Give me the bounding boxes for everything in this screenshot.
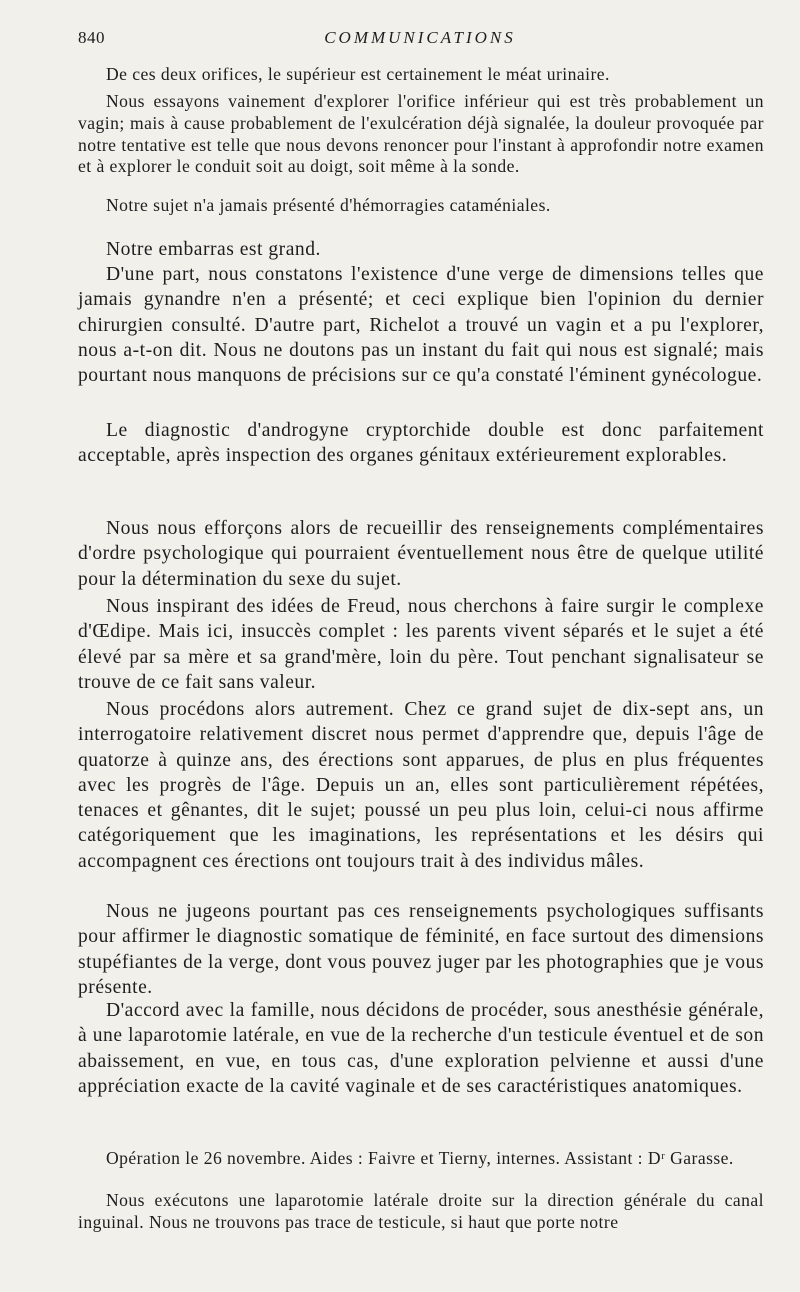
paragraph-meatus: De ces deux orifices, le supérieur est certainement le méat urinaire.	[106, 64, 610, 84]
paragraph-procedure: Nous exécutons une laparotomie latérale droite sur la direction générale du canal inguinal. Nous ne trouvons pas trace de testicule, si haut que porte notre	[78, 1190, 764, 1232]
paragraph-freud: Nous inspirant des idées de Freud, nous cherchons à faire surgir le complexe d'Œdipe. Mais ici, insuccès complet : les parents vivent séparés et le sujet a été élevé par sa mère et sa grand'mère, loin du père. Tout penchant signalisateur se trouve de ce fait sans valeur.	[78, 596, 764, 693]
paragraph-psychological: Nous nous efforçons alors de recueillir des renseignements complémentaires d'ordre psychologique qui pourraient éventuellement nous être de quelque utilité pour la détermination du sexe du sujet.	[78, 518, 764, 590]
paragraph-vaginal-exploration: Nous essayons vainement d'explorer l'orifice inférieur qui est très probablement un vagin; mais à cause probablement de l'exulcération déjà signalée, la douleur provoquée par notre tentative est telle que nous devons renoncer pour l'instant à approfondir notre examen et à explorer le conduit soit au doigt, soit même à la sonde.	[78, 91, 764, 177]
paragraph-diagnostic: Le diagnostic d'androgyne cryptorchide double est donc parfaitement acceptable, après inspection des organes génitaux extérieurement explorables.	[78, 420, 764, 467]
page-number: 840	[78, 28, 105, 47]
paragraph-embarras: Notre embarras est grand.	[106, 239, 321, 260]
paragraph-laparotomy: D'accord avec la famille, nous décidons de procéder, sous anesthésie générale, à une laparotomie latérale, en vue de la recherche d'un testicule éventuel et de son abaissement, en vue, en tous cas, d'une exploration pelvienne et aussi d'une appréciation exacte de la cavité vaginale et de ses caractéristiques anatomiques.	[78, 1000, 764, 1097]
paragraph-catamenial: Notre sujet n'a jamais présenté d'hémorragies cataméniales.	[106, 195, 551, 215]
paragraph-verge: D'une part, nous constatons l'existence d'une verge de dimensions telles que jamais gynandre n'en a présenté; et ceci explique bien l'opinion du dernier chirurgien consulté. D'autre part, Richelot a trouvé un vagin et a pu l'explorer, nous a-t-on dit. Nous ne doutons pas un instant du fait qui nous est signalé; mais pourtant nous manquons de précisions sur ce qu'a constaté l'éminent gynécologue.	[78, 264, 764, 387]
page-header	[78, 28, 762, 52]
paragraph-insufficient: Nous ne jugeons pourtant pas ces renseignements psychologiques suffisants pour affirmer le diagnostic somatique de féminité, en face surtout des dimensions stupéfiantes de la verge, dont vous pouvez juger par les photographies que je vous présente.	[78, 901, 764, 998]
paragraph-operation: Opération le 26 novembre. Aides : Faivre et Tierny, internes. Assistant : Dʳ Garasse.	[106, 1148, 734, 1168]
running-head: COMMUNICATIONS	[324, 28, 516, 47]
paragraph-erections: Nous procédons alors autrement. Chez ce grand sujet de dix-sept ans, un interrogatoire relativement discret nous permet d'apprendre que, depuis l'âge de quatorze à quinze ans, des érections sont apparues, de plus en plus fréquentes avec les progrès de l'âge. Depuis un an, elles sont particulièrement répétées, tenaces et gênantes, dit le sujet; poussé un peu plus loin, celui-ci nous affirme catégoriquement que les imaginations, les représentations et les désirs qui accompagnent ces érections ont toujours trait à des individus mâles.	[78, 699, 764, 872]
